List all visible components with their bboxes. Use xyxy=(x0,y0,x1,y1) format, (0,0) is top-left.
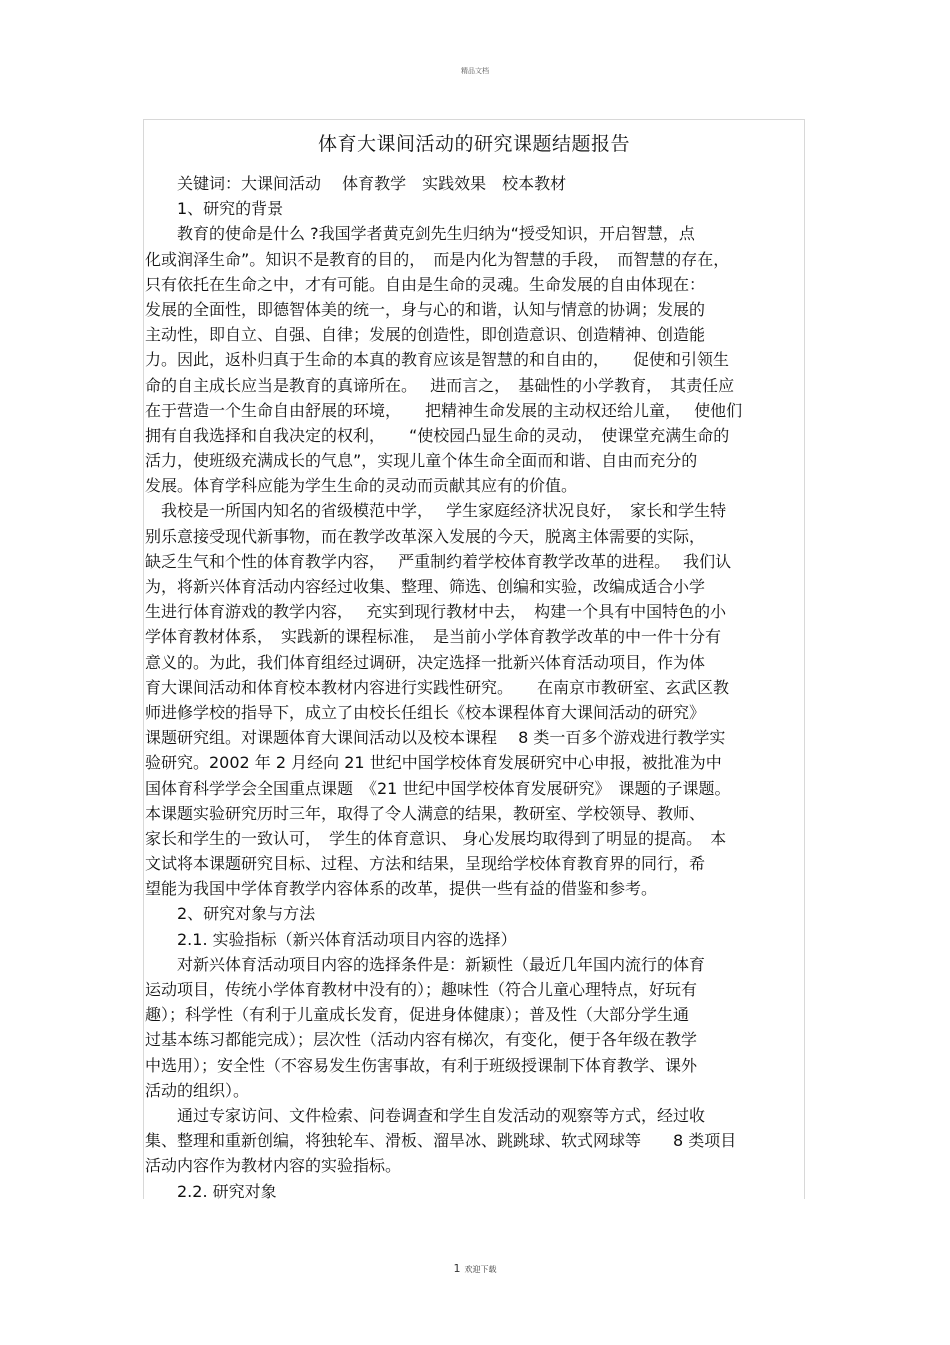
text-line: 趣）；科学性（有利于儿童成长发育，促进身体健康）；普及性（大部分学生通 xyxy=(145,1005,690,1025)
text-line: 我校是一所国内知名的省级模范中学， 学生家庭经济状况良好， 家长和学生特 xyxy=(161,501,727,521)
text-line: 对新兴体育活动项目内容的选择条件是：新颖性（最近几年国内流行的体育 xyxy=(177,954,706,974)
text-line: 力。因此，返朴归真于生命的本真的教育应该是智慧的和自由的， 促使和引领生 xyxy=(145,350,730,370)
text-line: 在于营造一个生命自由舒展的环境， 把精神生命发展的主动权还给儿童， 使他们 xyxy=(145,400,743,420)
text-line: 学体育教材体系， 实践新的课程标准， 是当前小学体育教学改革的中一件十分有 xyxy=(145,627,722,647)
text-line: 意义的。为此，我们体育组经过调研，决定选择一批新兴体育活动项目，作为体 xyxy=(145,652,706,672)
document-title: 体育大课间活动的研究课题结题报告 xyxy=(317,133,630,155)
text-line: 通过专家访问、文件检索、问卷调查和学生自发活动的观察等方式，经过收 xyxy=(177,1105,706,1125)
text-line: 教育的使命是什么 ?我国学者黄克剑先生归纳为“授受知识，开启智慧，点 xyxy=(177,224,695,244)
text-line: 只有依托在生命之中，才有可能。自由是生命的灵魂。生命发展的自由体现在： xyxy=(145,274,706,294)
page-number: 1 xyxy=(453,1262,461,1275)
text-line: 望能为我国中学体育教学内容体系的改革，提供一些有益的借鉴和参考。 xyxy=(145,879,658,899)
text-line: 中选用）；安全性（不容易发生伤害事故，有利于班级授课制下体育教学、课外 xyxy=(145,1055,698,1075)
text-line: 命的自主成长应当是教育的真谛所在。 进而言之， 基础性的小学教育， 其责任应 xyxy=(145,375,735,395)
document-body xyxy=(145,171,805,1204)
text-line: 生进行体育游戏的教学内容， 充实到现行教材中去， 构建一个具有中国特色的小 xyxy=(145,602,727,622)
text-line: 化或润泽生命”。知识不是教育的目的， 而是内化为智慧的手段， 而智慧的存在， xyxy=(145,249,730,269)
text-line: 国体育科学学会全国重点课题 《21 世纪中国学校体育发展研究》 课题的子课题。 xyxy=(145,778,731,798)
text-line: 验研究。2002 年 2 月经向 21 世纪中国学校体育发展研究中心申报，被批准为中 xyxy=(145,753,722,773)
header-watermark: 精品文档 xyxy=(461,67,489,75)
text-line: 过基本练习都能完成）；层次性（活动内容有梯次，有变化，便于各年级在教学 xyxy=(145,1030,698,1050)
text-line: 运动项目，传统小学体育教材中没有的）；趣味性（符合儿童心理特点，好玩有 xyxy=(145,980,698,999)
text-line: 别乐意接受现代新事物，而在教学改革深入发展的今天，脱离主体需要的实际， xyxy=(145,526,706,546)
text-line: 本课题实验研究历时三年，取得了令人满意的结果，教研室、学校领导、教师、 xyxy=(145,803,706,823)
text-line: 发展。体育学科应能为学生生命的灵动而贡献其应有的价值。 xyxy=(145,476,578,496)
text-line: 1、研究的背景 xyxy=(177,199,284,219)
text-line: 2.2. 研究对象 xyxy=(177,1181,277,1201)
text-line: 2.1. 实验指标（新兴体育活动项目内容的选择） xyxy=(177,929,517,949)
text-line: 拥有自我选择和自我决定的权利， “使校园凸显生命的灵动， 使课堂充满生命的 xyxy=(145,425,730,445)
text-line: 活动内容作为教材内容的实验指标。 xyxy=(145,1156,402,1176)
footer-text: 欢迎下载 xyxy=(464,1265,497,1274)
text-line: 缺乏生气和个性的体育教学内容， 严重制约着学校体育教学改革的进程。 我们认 xyxy=(145,551,732,571)
text-line: 家长和学生的一致认可， 学生的体育意识、 身心发展均取得到了明显的提高。 本 xyxy=(145,828,727,848)
page-footer xyxy=(0,1262,950,1275)
text-line: 发展的全面性，即德智体美的统一，身与心的和谐，认知与情意的协调；发展的 xyxy=(145,299,706,319)
text-line: 关键词：大课间活动 体育教学 实践效果 校本教材 xyxy=(177,174,567,193)
text-line: 师进修学校的指导下，成立了由校长任组长《校本课程体育大课间活动的研究》 xyxy=(145,702,706,722)
text-line: 2、研究对象与方法 xyxy=(177,904,316,924)
text-line: 为，将新兴体育活动内容经过收集、整理、筛选、创编和实验，改编成适合小学 xyxy=(145,577,706,596)
text-line: 育大课间活动和体育校本教材内容进行实践性研究。 在南京市教研室、玄武区教 xyxy=(145,677,730,697)
text-line: 活力，使班级充满成长的气息”，实现儿童个体生命全面而和谐、自由而充分的 xyxy=(145,451,698,471)
text-line: 主动性，即自立、自强、自律；发展的创造性，即创造意识、创造精神、创造能 xyxy=(145,325,706,345)
text-line: 活动的组织）。 xyxy=(145,1080,250,1100)
text-line: 课题研究组。对课题体育大课间活动以及校本课程 8 类一百多个游戏进行教学实 xyxy=(145,728,726,748)
text-line: 集、整理和重新创编，将独轮车、滑板、溜旱冰、跳跳球、软式网球等 8 类项目 xyxy=(145,1131,737,1151)
text-line: 文试将本课题研究目标、过程、方法和结果，呈现给学校体育教育界的同行，希 xyxy=(145,854,706,874)
